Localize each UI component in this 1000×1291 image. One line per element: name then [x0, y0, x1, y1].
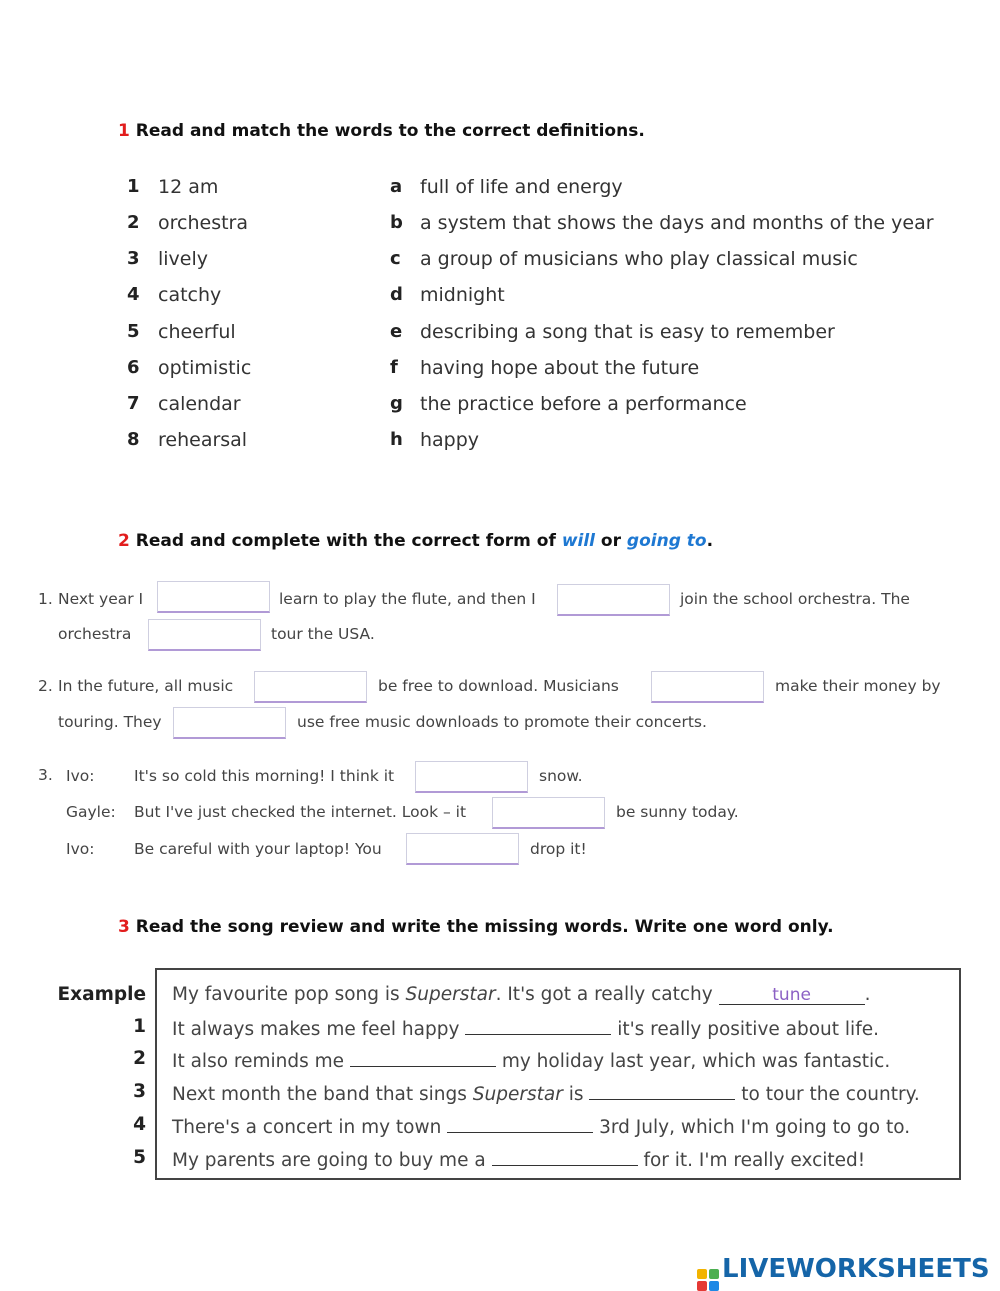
sentence-text: is: [562, 1084, 584, 1105]
speaker-name: Ivo:: [66, 840, 95, 858]
definition-letter: e: [390, 321, 403, 342]
word-number: 7: [127, 393, 140, 414]
sentence-text: make their money by: [775, 677, 941, 695]
word-item: cheerful: [158, 321, 236, 343]
definition-item: the practice before a performance: [420, 393, 747, 415]
definition-letter: b: [390, 212, 403, 233]
dialogue-text: drop it!: [530, 840, 587, 858]
song-title: Superstar: [405, 984, 496, 1005]
review-sentence-5: [172, 1147, 865, 1171]
answer-box-1a[interactable]: [157, 581, 270, 613]
definition-item: a system that shows the days and months of the year: [420, 212, 934, 234]
definition-item: happy: [420, 429, 480, 451]
logo-grid-icon: [697, 1269, 719, 1291]
sentence-text: touring. They: [58, 713, 162, 731]
speaker-name: Ivo:: [66, 767, 95, 785]
definition-letter: f: [390, 357, 398, 378]
sentence-text: learn to play the flute, and then I: [279, 590, 536, 608]
answer-box-3c[interactable]: [406, 833, 519, 865]
answer-box-1c[interactable]: [148, 619, 261, 651]
section-1-title: Read and match the words to the correct definitions.: [135, 121, 645, 141]
review-sentence-3: [172, 1081, 920, 1105]
definition-letter: g: [390, 393, 403, 414]
sentence-text: There's a concert in my town: [172, 1117, 442, 1138]
question-number: 1.: [38, 590, 53, 608]
section-2-number: 2: [118, 531, 130, 551]
answer-blank-3[interactable]: [589, 1081, 735, 1100]
item-number: 3: [133, 1081, 146, 1102]
question-number: 2.: [38, 677, 53, 695]
section-3-title: Read the song review and write the missing words. Write one word only.: [135, 917, 834, 937]
keyword-or: or: [600, 531, 621, 551]
definition-item: midnight: [420, 284, 505, 306]
answer-blank-5[interactable]: [492, 1147, 638, 1166]
item-number: 5: [133, 1147, 146, 1168]
answer-box-2b[interactable]: [651, 671, 764, 703]
sentence-text: .: [864, 984, 871, 1005]
sentence-text: My parents are going to buy me a: [172, 1150, 486, 1171]
item-number: 1: [133, 1016, 146, 1037]
definition-letter: c: [390, 248, 401, 269]
sentence-text: to tour the country.: [741, 1084, 920, 1105]
sentence-text: It always makes me feel happy: [172, 1019, 460, 1040]
sentence-text: It also reminds me: [172, 1051, 345, 1072]
keyword-going-to: going to: [626, 531, 707, 551]
word-item: orchestra: [158, 212, 248, 234]
keyword-will: will: [561, 531, 595, 551]
section-2-title: Read and complete with the correct form of: [135, 531, 556, 551]
sentence-text: it's really positive about life.: [617, 1019, 879, 1040]
word-number: 5: [127, 321, 140, 342]
answer-box-2c[interactable]: [173, 707, 286, 739]
word-item: calendar: [158, 393, 241, 415]
section-3-number: 3: [118, 917, 130, 937]
sentence-text: 3rd July, which I'm going to go to.: [599, 1117, 911, 1138]
example-sentence: [172, 984, 871, 1005]
answer-box-3b[interactable]: [492, 797, 605, 829]
example-answer: tune: [719, 986, 865, 1005]
sentence-text: In the future, all music: [58, 677, 234, 695]
review-sentence-1: [172, 1016, 879, 1040]
sentence-text: tour the USA.: [271, 625, 375, 643]
sentence-text: My favourite pop song is: [172, 984, 406, 1005]
sentence-text: be free to download. Musicians: [378, 677, 619, 695]
definition-item: having hope about the future: [420, 357, 700, 379]
section-2-heading: [118, 531, 713, 551]
sentence-text: orchestra: [58, 625, 132, 643]
review-sentence-4: [172, 1114, 910, 1138]
example-label: Example: [57, 984, 146, 1005]
sentence-text: use free music downloads to promote their concerts.: [297, 713, 707, 731]
review-sentence-2: [172, 1048, 890, 1072]
definition-letter: a: [390, 176, 403, 197]
section-1-heading: [118, 121, 645, 141]
dialogue-text: But I've just checked the internet. Look – it: [134, 803, 467, 821]
word-number: 8: [127, 429, 140, 450]
definition-letter: d: [390, 284, 403, 305]
dialogue-text: Be careful with your laptop! You: [134, 840, 382, 858]
question-number: 3.: [38, 766, 53, 784]
section-3-heading: [118, 917, 834, 937]
sentence-text: for it. I'm really excited!: [643, 1150, 866, 1171]
sentence-text: my holiday last year, which was fantastic.: [501, 1051, 891, 1072]
word-number: 1: [127, 176, 140, 197]
dialogue-text: be sunny today.: [616, 803, 739, 821]
sentence-text: Next year I: [58, 590, 144, 608]
word-number: 6: [127, 357, 140, 378]
dialogue-text: It's so cold this morning! I think it: [134, 767, 395, 785]
liveworksheets-logo[interactable]: [697, 1254, 990, 1291]
answer-blank-2[interactable]: [350, 1048, 496, 1067]
item-number: 4: [133, 1114, 146, 1135]
definition-item: full of life and energy: [420, 176, 623, 198]
sentence-text: join the school orchestra. The: [680, 590, 910, 608]
answer-box-2a[interactable]: [254, 671, 367, 703]
word-item: rehearsal: [158, 429, 248, 451]
answer-box-1b[interactable]: [557, 584, 670, 616]
logo-text: LIVEWORKSHEETS: [722, 1254, 990, 1284]
answer-box-3a[interactable]: [415, 761, 528, 793]
word-item: catchy: [158, 284, 222, 306]
definition-item: describing a song that is easy to remember: [420, 321, 835, 343]
heading-period: .: [706, 531, 714, 551]
answer-blank-4[interactable]: [447, 1114, 593, 1133]
word-number: 4: [127, 284, 140, 305]
word-item: optimistic: [158, 357, 252, 379]
definition-letter: h: [390, 429, 403, 450]
word-number: 2: [127, 212, 140, 233]
sentence-text: . It's got a really catchy: [495, 984, 719, 1005]
item-number: 2: [133, 1048, 146, 1069]
sentence-text: Next month the band that sings: [172, 1084, 473, 1105]
word-item: lively: [158, 248, 209, 270]
dialogue-text: snow.: [539, 767, 583, 785]
section-1-number: 1: [118, 121, 130, 141]
word-number: 3: [127, 248, 140, 269]
definition-item: a group of musicians who play classical music: [420, 248, 858, 270]
word-item: 12 am: [158, 176, 219, 198]
answer-blank-1[interactable]: [465, 1016, 611, 1035]
song-title: Superstar: [472, 1084, 563, 1105]
speaker-name: Gayle:: [66, 803, 116, 821]
